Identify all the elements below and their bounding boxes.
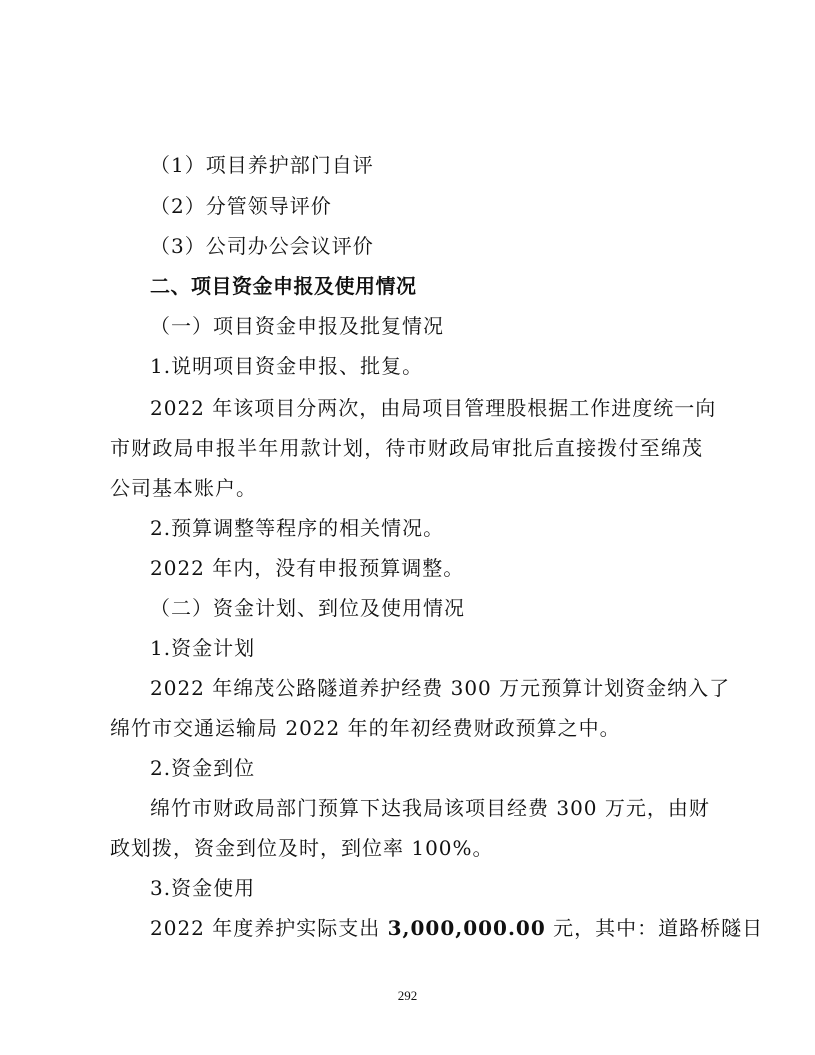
paragraph-line: 市财政局申报半年用款计划，待市财政局审批后直接拨付至绵茂	[110, 436, 703, 460]
expenditure-suffix: 元，其中：道路桥隧日	[545, 916, 764, 940]
paragraph-line: 绵竹市交通运输局 2022 年的年初经费财政预算之中。	[110, 716, 621, 740]
subsection-heading-1: （一）项目资金申报及批复情况	[150, 314, 444, 338]
expenditure-prefix: 2022 年度养护实际支出	[150, 916, 388, 940]
paragraph-line: 2022 年内，没有申报预算调整。	[150, 556, 465, 580]
page-number: 292	[397, 988, 418, 1003]
item-heading-declaration: 1.说明项目资金申报、批复。	[150, 354, 424, 378]
paragraph-line: 绵竹市财政局部门预算下达我局该项目经费 300 万元，由财	[150, 796, 710, 820]
item-heading-budget-adjustment: 2.预算调整等程序的相关情况。	[150, 516, 445, 540]
subsection-heading-2: （二）资金计划、到位及使用情况	[150, 596, 465, 620]
section-heading: 二、项目资金申报及使用情况	[150, 274, 417, 298]
list-item-meeting-evaluation: （3）公司办公会议评价	[150, 234, 374, 258]
paragraph-line: 2022 年绵茂公路隧道养护经费 300 万元预算计划资金纳入了	[150, 676, 731, 700]
item-heading-funding-arrival: 2.资金到位	[150, 756, 256, 780]
item-heading-funding-usage: 3.资金使用	[150, 876, 256, 900]
expenditure-amount: 3,000,000.00	[387, 916, 546, 940]
paragraph-line-expenditure	[150, 915, 763, 941]
paragraph-line: 政划拨，资金到位及时，到位率 100%。	[110, 836, 494, 860]
list-item-self-evaluation: （1）项目养护部门自评	[150, 153, 374, 177]
paragraph-line: 2022 年该项目分两次，由局项目管理股根据工作进度统一向	[150, 396, 717, 420]
item-heading-funding-plan: 1.资金计划	[150, 636, 256, 660]
paragraph-line: 公司基本账户。	[110, 476, 257, 500]
list-item-leader-evaluation: （2）分管领导评价	[150, 194, 332, 218]
